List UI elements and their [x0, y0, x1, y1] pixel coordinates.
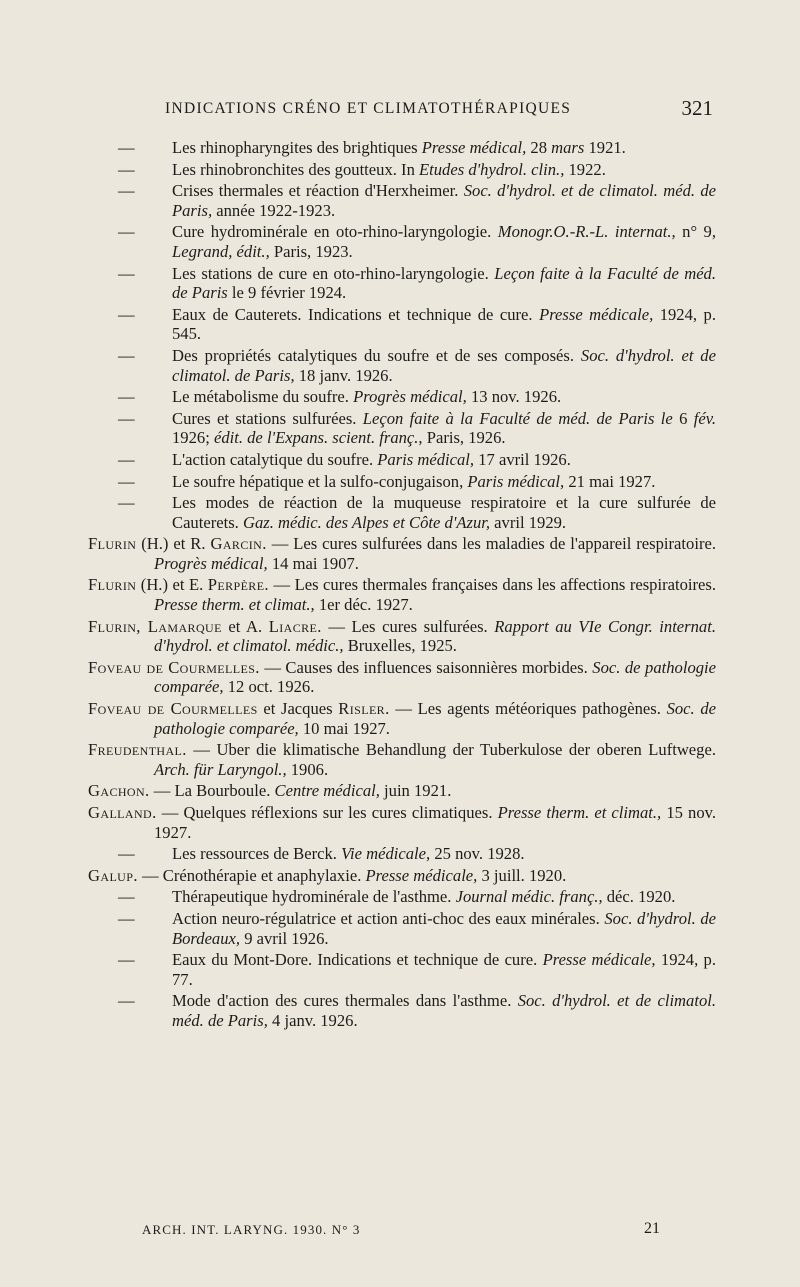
source-title: Presse médical, [421, 138, 527, 157]
entry-text: — Uber die klimatische Behandlung der Tuberkulose der oberen Luftwege. [186, 740, 716, 760]
bibliography-entry [88, 740, 716, 779]
bibliography-entry [88, 866, 716, 886]
ditto-dash: — [118, 263, 135, 283]
author-name: Galup. [88, 865, 138, 885]
source-title: Soc. d'hydrol. et de climatol. de Paris, [172, 345, 716, 385]
printer-signature: 21 [644, 1220, 660, 1237]
entry-text: 1922. [564, 159, 606, 179]
author-name: Liacre. [268, 616, 322, 636]
entry-text: — Les cures sulfurées. [321, 616, 495, 636]
ditto-dash: — [118, 159, 135, 179]
bibliography-entry [88, 346, 716, 385]
author-name: Gachon. [88, 781, 150, 801]
entry-text: — Quelques réflexions sur les cures climatiques. [156, 803, 498, 822]
author-name: Freudenthal. [88, 740, 187, 760]
entry-text: année 1922-1923. [212, 200, 336, 220]
entry-text: — Les cures sulfurées dans les maladies de l'appareil respiratoire. [266, 534, 716, 554]
source-title: Presse médicale, [539, 304, 654, 324]
entry-text: 12 oct. 1926. [223, 677, 315, 697]
ditto-dash: — [118, 222, 135, 242]
journal-signature: ARCH. INT. LARYNG. 1930. N° 3 [142, 1222, 361, 1237]
bibliography-entry [88, 909, 716, 948]
entry-text: 15 nov. 1927. [154, 803, 716, 842]
entry-text: Cure hydrominérale en oto-rhino-laryngologie. [172, 222, 498, 242]
entry-text: 14 mai 1907. [267, 553, 359, 573]
author-name: Perpère. [207, 575, 269, 595]
bibliography-entry [88, 699, 716, 738]
author-name: Galland. [88, 803, 157, 822]
entry-text: 18 janv. 1926. [294, 365, 393, 385]
bibliography-list [88, 138, 716, 1033]
entry-text: Eaux du Mont-Dore. Indications et technique de cure. [172, 950, 543, 970]
entry-text: Les rhinobronchites des goutteux. In [172, 159, 420, 179]
page-number: 321 [681, 96, 713, 120]
ditto-dash: — [118, 471, 135, 491]
bibliography-entry [88, 575, 716, 614]
source-title: Centre médical, [274, 781, 380, 801]
entry-text: Eaux de Cauterets. Indications et technique de cure. [172, 304, 540, 324]
source-title: Journal médic. franç., [455, 887, 603, 907]
entry-text: et Jacques [257, 699, 339, 719]
author-name: Flurin [88, 575, 137, 595]
ditto-dash: — [118, 908, 135, 928]
entry-text: — La Bourboule. [149, 781, 275, 801]
entry-text: 28 [526, 138, 552, 157]
author-name: Flurin [88, 534, 137, 554]
bibliography-entry [88, 844, 716, 864]
entry-text: juin 1921. [379, 781, 452, 801]
source-title: Rapport au VIe Congr. internat. d'hydrol. et climatol. médic., [154, 616, 716, 656]
page-footer [142, 1220, 660, 1242]
entry-text: (H.) et R. [136, 534, 211, 554]
ditto-dash: — [118, 138, 135, 157]
entry-text: Les stations de cure en oto-rhino-laryngologie. [172, 263, 495, 283]
source-title: Paris médical, [467, 471, 565, 491]
entry-text: et A. [221, 616, 269, 636]
ditto-dash: — [118, 493, 135, 513]
entry-text: 1921. [584, 138, 626, 157]
entry-text: — Causes des influences saisonnières morbides. [259, 657, 593, 677]
author-name: Flurin, Lamarque [88, 616, 222, 636]
bibliography-entry [88, 617, 716, 656]
ditto-dash: — [118, 950, 135, 970]
entry-text: L'action catalytique du soufre. [172, 449, 378, 469]
bibliography-entry [88, 450, 716, 470]
author-name: Foveau de Courmelles. [88, 657, 260, 677]
source-title: fév. [693, 408, 716, 428]
source-title: Leçon faite à la Faculté de méd. de Paris [172, 263, 717, 303]
source-title: Soc. d'hydrol. de Bordeaux, [172, 908, 716, 948]
entry-text: 13 nov. 1926. [466, 387, 562, 407]
entry-text: Crises thermales et réaction d'Herxheimer. [172, 181, 464, 201]
source-title: édit. de l'Expans. scient. franç., [213, 428, 423, 448]
entry-text: Bruxelles, 1925. [343, 636, 457, 656]
bibliography-entry [88, 472, 716, 492]
entry-text: Mode d'action des cures thermales dans l'asthme. [172, 991, 518, 1011]
ditto-dash: — [118, 181, 135, 201]
running-title: INDICATIONS CRÉNO ET CLIMATOTHÉRAPIQUES [165, 100, 572, 117]
entry-text: Paris, 1926. [422, 428, 506, 448]
bibliography-entry [88, 181, 716, 220]
ditto-dash: — [118, 408, 135, 428]
entry-text: Les ressources de Berck. [172, 844, 342, 864]
bibliography-entry [88, 887, 716, 907]
entry-text: Le métabolisme du soufre. [172, 387, 354, 407]
source-title: Progrès médical, [353, 387, 467, 407]
author-name: Risler. [338, 699, 390, 719]
source-title: Progrès médical, [154, 553, 268, 573]
entry-text: 17 avril 1926. [474, 449, 571, 469]
ditto-dash: — [118, 844, 135, 864]
bibliography-entry [88, 658, 716, 697]
bibliography-entry [88, 950, 716, 989]
entry-text: — Crénothérapie et anaphylaxie. [137, 865, 366, 885]
entry-text: Les rhinopharyngites des brightiques [172, 138, 422, 157]
bibliography-entry [88, 781, 716, 801]
source-title: Arch. für Laryngol., [154, 759, 287, 779]
bibliography-entry [88, 409, 716, 448]
bibliography-entry [88, 493, 716, 532]
bibliography-entry [88, 387, 716, 407]
ditto-dash: — [118, 304, 135, 324]
source-title: Etudes d'hydrol. clin., [419, 159, 565, 179]
entry-text: Cures et stations sulfurées. [172, 408, 363, 428]
entry-text: Paris, 1923. [269, 241, 353, 261]
bibliography-entry [88, 534, 716, 573]
ditto-dash: — [118, 345, 135, 365]
entry-text: — Les agents météoriques pathogènes. [389, 699, 667, 719]
bibliography-entry [88, 991, 716, 1030]
entry-text: — Les cures thermales françaises dans les affections respiratoires. [268, 575, 716, 595]
entry-text: avril 1929. [490, 512, 567, 532]
entry-text: 6 [672, 408, 694, 428]
source-title: Soc. d'hydrol. et de climatol. méd. de Paris, [172, 181, 717, 220]
source-title: Presse médicale, [365, 865, 478, 885]
source-title: Soc. de pathologie comparée, [154, 657, 717, 697]
entry-text: Des propriétés catalytiques du soufre et de ses composés. [172, 345, 581, 365]
source-title: mars [551, 138, 585, 157]
source-title: Presse therm. et climat., [154, 595, 315, 615]
author-name: Foveau de Courmelles [88, 699, 258, 719]
bibliography-entry [88, 305, 716, 344]
entry-text: 1924, p. 545. [172, 304, 716, 344]
entry-text: Thérapeutique hydrominérale de l'asthme. [172, 887, 456, 907]
ditto-dash: — [118, 991, 135, 1011]
source-title: Monogr.O.-R.-L. internat., [497, 222, 676, 242]
entry-text: (H.) et E. [136, 575, 208, 595]
entry-text: 4 janv. 1926. [267, 1010, 358, 1030]
entry-text: 1926; [172, 428, 214, 448]
entry-text: 21 mai 1927. [564, 471, 656, 491]
ditto-dash: — [118, 387, 135, 407]
ditto-dash: — [118, 887, 135, 907]
ditto-dash: — [118, 449, 135, 469]
running-header [165, 96, 713, 124]
entry-text: 1906. [286, 759, 329, 779]
bibliography-entry [88, 803, 716, 842]
source-title: Soc. de pathologie comparée, [154, 699, 717, 738]
author-name: Garcin. [210, 534, 267, 554]
source-title: Presse médicale, [542, 950, 656, 970]
source-title: Paris médical, [377, 449, 475, 469]
entry-text: 1924, p. 77. [172, 950, 716, 989]
entry-text: 10 mai 1927. [298, 718, 390, 738]
entry-text: Les modes de réaction de la muqueuse respiratoire et la cure sulfurée de Cauterets. [172, 493, 716, 532]
entry-text: le 9 février 1924. [227, 283, 347, 303]
entry-text: Action neuro-régulatrice et action anti-choc des eaux minérales. [172, 908, 605, 928]
bibliography-entry [88, 222, 716, 261]
entry-text: n° 9, [675, 222, 716, 242]
entry-text: 1er déc. 1927. [314, 595, 413, 615]
entry-text: 25 nov. 1928. [430, 844, 525, 864]
bibliography-entry [88, 264, 716, 303]
bibliography-entry [88, 138, 716, 158]
source-title: Gaz. médic. des Alpes et Côte d'Azur, [242, 512, 491, 532]
source-title: Presse therm. et climat., [497, 803, 662, 822]
source-title: Leçon faite à la Faculté de méd. de Paris le [362, 408, 673, 428]
source-title: Vie médicale, [341, 844, 431, 864]
bibliography-entry [88, 160, 716, 180]
source-title: Legrand, édit., [172, 241, 270, 261]
entry-text: 3 juill. 1920. [477, 865, 567, 885]
entry-text: Le soufre hépatique et la sulfo-conjugaison, [172, 471, 468, 491]
source-title: Soc. d'hydrol. et de climatol. méd. de Paris, [172, 991, 716, 1030]
entry-text: déc. 1920. [602, 887, 676, 907]
entry-text: 9 avril 1926. [240, 928, 329, 948]
